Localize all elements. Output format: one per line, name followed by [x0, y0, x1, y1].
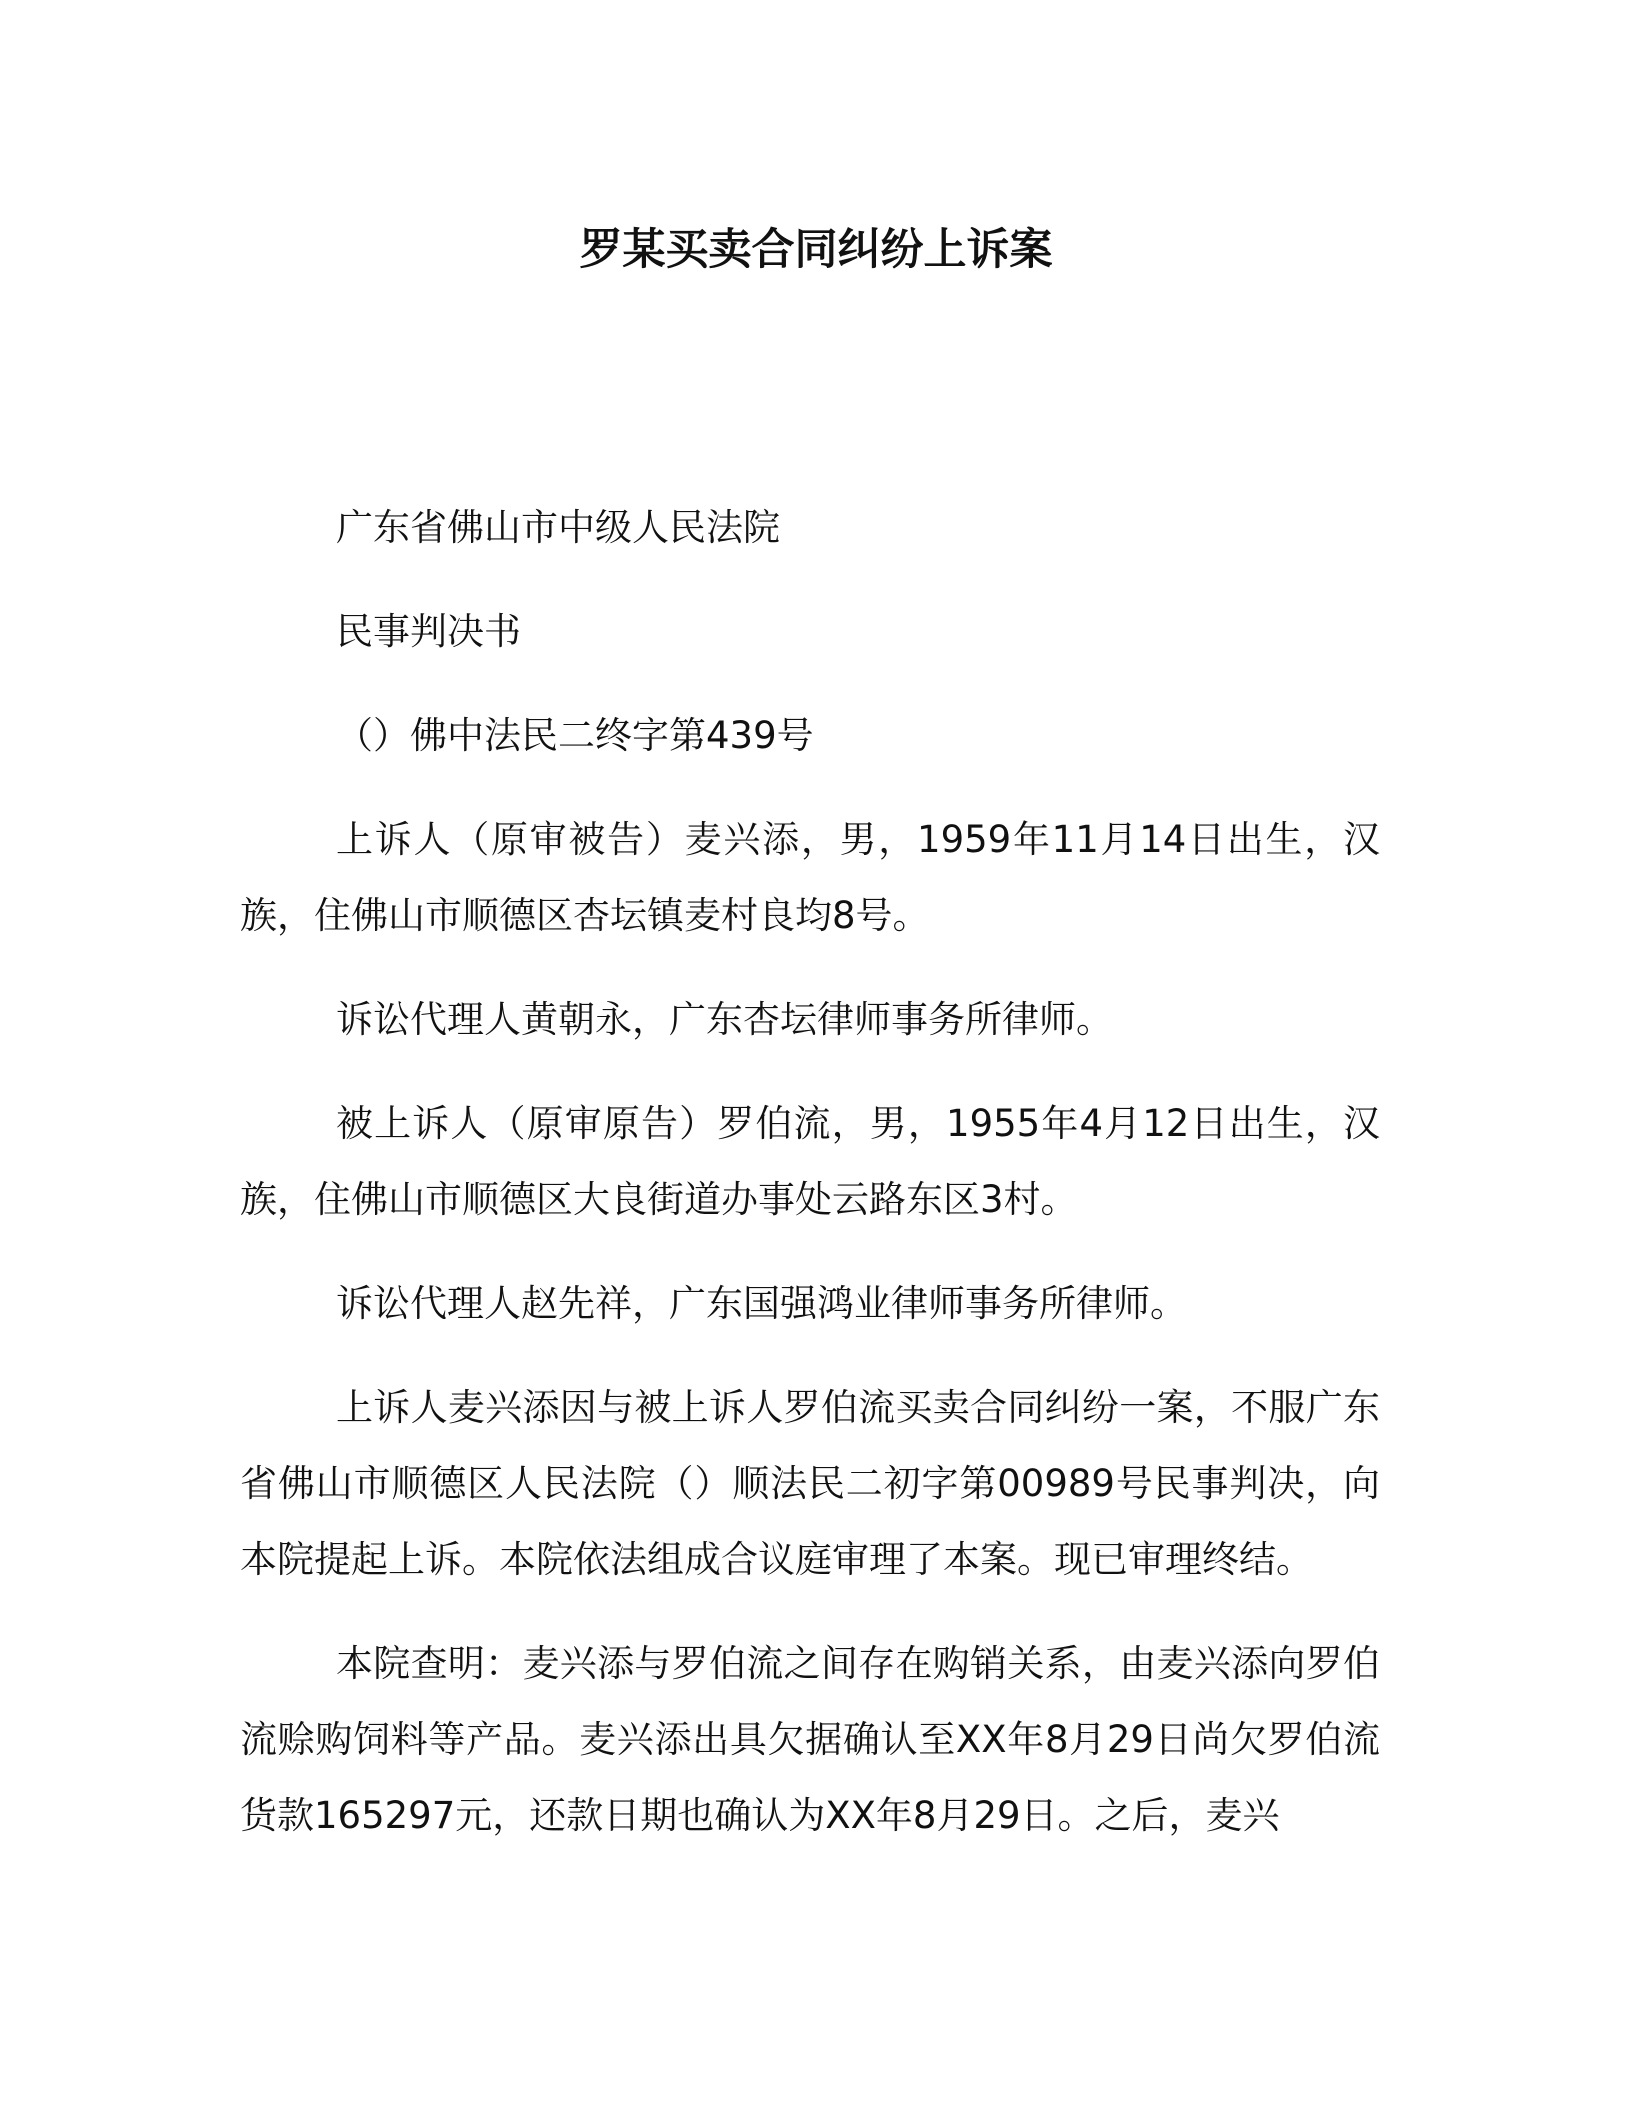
appellee-paragraph: 被上诉人（原审原告）罗伯流，男，1955年4月12日出生，汉族，住佛山市顺德区大良街道办事处云路东区3村。	[240, 1102, 1380, 1221]
document-type: 民事判决书	[336, 610, 521, 653]
court-name: 广东省佛山市中级人民法院	[336, 506, 780, 549]
case-background-paragraph: 上诉人麦兴添因与被上诉人罗伯流买卖合同纠纷一案，不服广东省佛山市顺德区人民法院（）顺法民二初字第00989号民事判决，向本院提起上诉。本院依法组成合议庭审理了本案。现已审理终结。	[240, 1386, 1380, 1581]
appellant-paragraph: 上诉人（原审被告）麦兴添，男，1959年11月14日出生，汉族，住佛山市顺德区杏坛镇麦村良均8号。	[240, 818, 1380, 937]
document-title: 罗某买卖合同纠纷上诉案	[579, 225, 1053, 275]
document-body	[240, 490, 1380, 1882]
appellee-agent-paragraph: 诉讼代理人赵先祥，广东国强鸿业律师事务所律师。	[336, 1282, 1187, 1325]
findings-paragraph: 本院查明：麦兴添与罗伯流之间存在购销关系，由麦兴添向罗伯流赊购饲料等产品。麦兴添出具欠据确认至XX年8月29日尚欠罗伯流货款165297元，还款日期也确认为XX年8月29日。之后，麦兴	[240, 1642, 1380, 1837]
appellant-agent-paragraph: 诉讼代理人黄朝永，广东杏坛律师事务所律师。	[336, 998, 1113, 1041]
case-number: （）佛中法民二终字第439号	[336, 714, 814, 757]
